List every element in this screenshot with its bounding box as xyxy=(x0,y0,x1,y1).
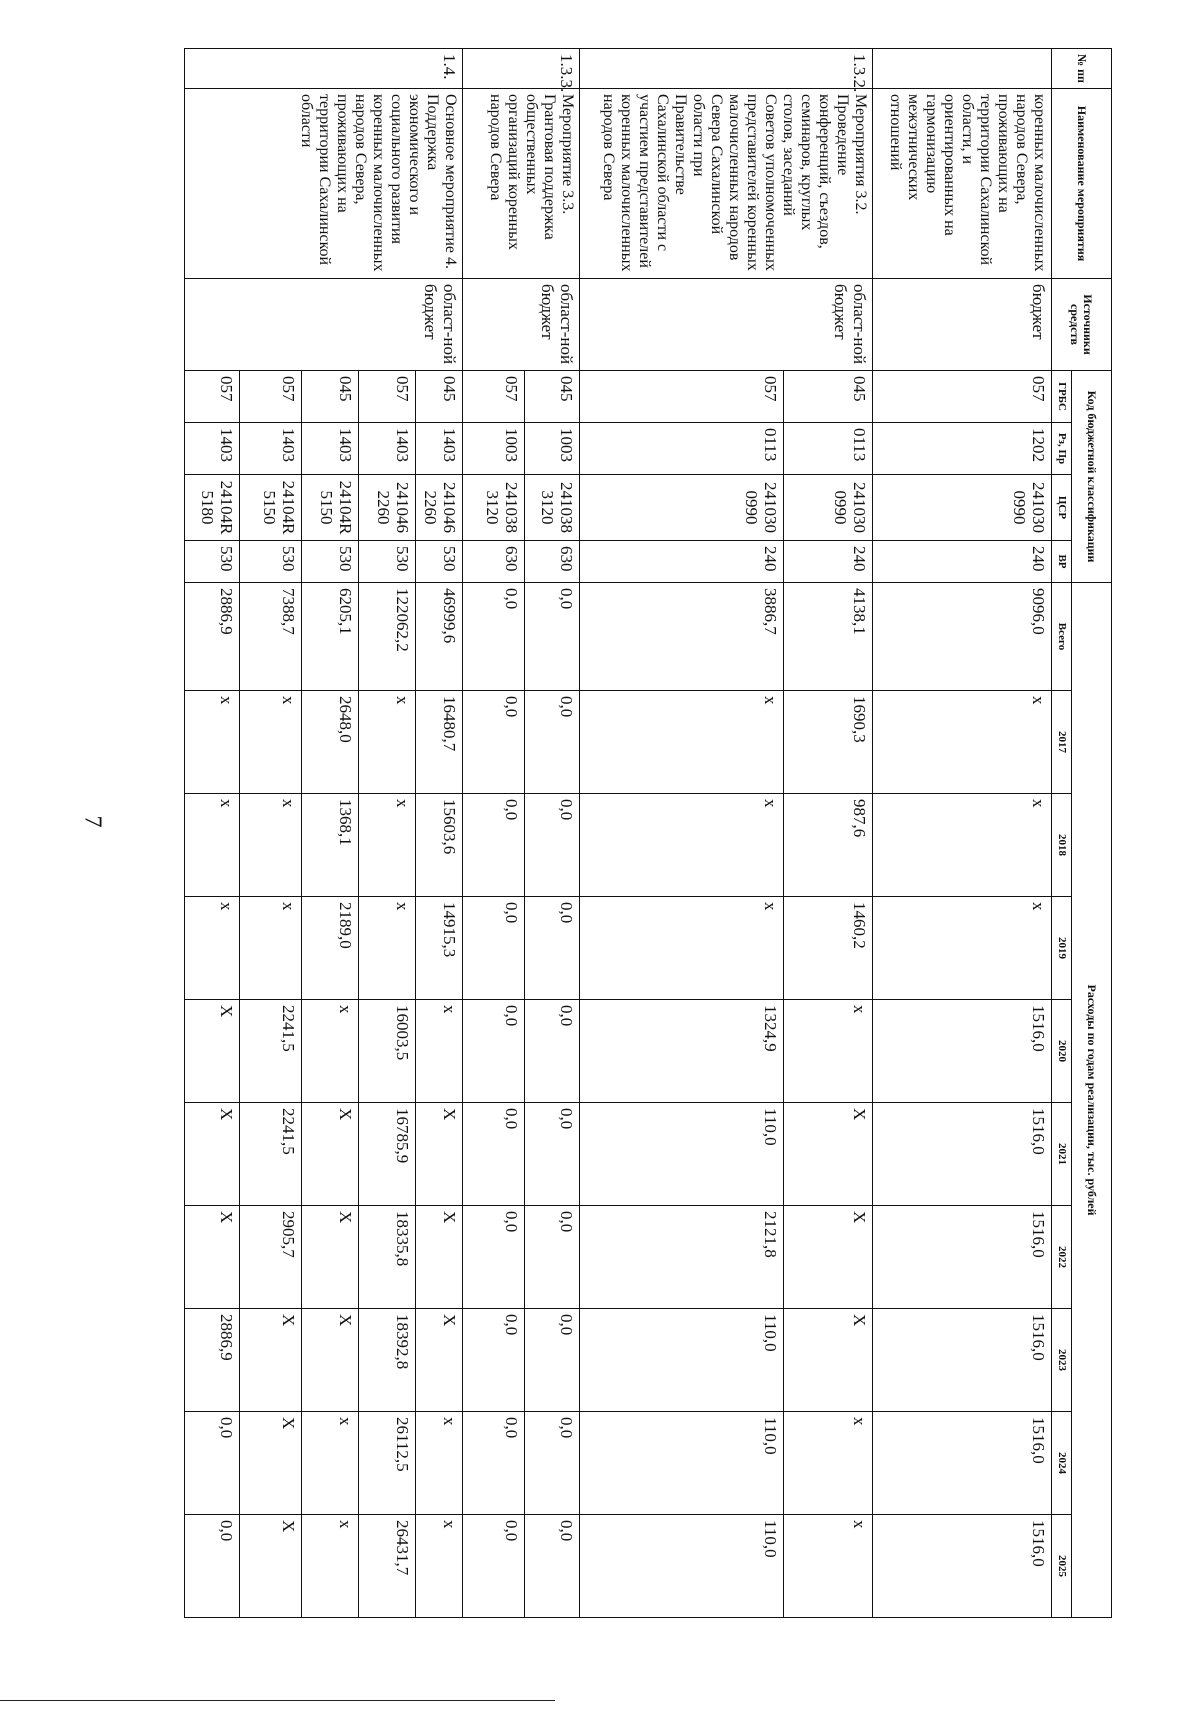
year-value-cell: Х xyxy=(185,1206,240,1309)
year-value-cell: х xyxy=(783,1412,872,1515)
table-row xyxy=(873,49,1052,1618)
header-year: 2024 xyxy=(1052,1412,1072,1515)
year-value-cell: 1368,1 xyxy=(301,794,358,897)
year-value-cell: 14915,3 xyxy=(415,897,463,1000)
header-year: 2025 xyxy=(1052,1515,1072,1618)
year-value-cell: 1324,9 xyxy=(579,1000,783,1103)
year-value-cell: 16003,5 xyxy=(358,1000,415,1103)
year-value-cell: 0,0 xyxy=(463,794,524,897)
grbs-cell: 057 xyxy=(240,371,301,423)
year-value-cell: 0,0 xyxy=(185,1515,240,1618)
year-value-cell: х xyxy=(358,794,415,897)
year-value-cell: 2886,9 xyxy=(185,1309,240,1412)
year-value-cell: 15603,6 xyxy=(415,794,463,897)
year-value-cell: х xyxy=(185,794,240,897)
header-code-group: Код бюджетной классификации xyxy=(1072,371,1112,583)
year-value-cell: Х xyxy=(240,1309,301,1412)
year-value-cell: 2648,0 xyxy=(301,691,358,794)
year-value-cell: х xyxy=(301,1412,358,1515)
header-name: Наименование мероприятия xyxy=(1052,89,1112,279)
grbs-cell: 045 xyxy=(301,371,358,423)
year-value-cell: 0,0 xyxy=(463,1515,524,1618)
year-value-cell: 16480,7 xyxy=(415,691,463,794)
year-value-cell: 110,0 xyxy=(579,1103,783,1206)
year-value-cell: Х xyxy=(185,1103,240,1206)
year-value-cell: х xyxy=(873,691,1052,794)
year-value-cell: Х xyxy=(415,1206,463,1309)
csr-cell: 241038 3120 xyxy=(463,475,524,541)
funding-source: област-ной бюджет xyxy=(463,279,579,371)
header-expenses-group: Расходы по годам реализации, тыс. рублей xyxy=(1072,583,1112,1618)
year-value-cell: х xyxy=(579,691,783,794)
header-year: 2021 xyxy=(1052,1103,1072,1206)
year-value-cell: 0,0 xyxy=(524,1515,579,1618)
grbs-cell: 057 xyxy=(463,371,524,423)
year-value-cell: Х xyxy=(301,1103,358,1206)
vr-cell: 240 xyxy=(783,541,872,583)
rzpr-cell: 1403 xyxy=(415,423,463,475)
header-year: 2017 xyxy=(1052,691,1072,794)
year-value-cell: Х xyxy=(783,1103,872,1206)
year-value-cell: 16785,9 xyxy=(358,1103,415,1206)
vr-cell: 530 xyxy=(240,541,301,583)
total-cell: 46999,6 xyxy=(415,583,463,691)
year-value-cell: 2189,0 xyxy=(301,897,358,1000)
year-value-cell: Х xyxy=(240,1412,301,1515)
header-num: № пп xyxy=(1052,49,1112,89)
grbs-cell: 057 xyxy=(185,371,240,423)
year-value-cell: 0,0 xyxy=(524,1412,579,1515)
rzpr-cell: 0113 xyxy=(783,423,872,475)
year-value-cell: 0,0 xyxy=(524,691,579,794)
year-value-cell: х xyxy=(358,897,415,1000)
year-value-cell: х xyxy=(240,897,301,1000)
funding-source: бюджет xyxy=(873,279,1052,371)
year-value-cell: 987,6 xyxy=(783,794,872,897)
year-value-cell: 0,0 xyxy=(463,897,524,1000)
grbs-cell: 057 xyxy=(579,371,783,423)
year-value-cell: 0,0 xyxy=(524,1206,579,1309)
year-value-cell: 18335,8 xyxy=(358,1206,415,1309)
csr-cell: 241046 2260 xyxy=(358,475,415,541)
year-value-cell: х xyxy=(783,1515,872,1618)
vr-cell: 530 xyxy=(301,541,358,583)
csr-cell: 241030 0990 xyxy=(579,475,783,541)
year-value-cell: 1690,3 xyxy=(783,691,872,794)
year-value-cell: х xyxy=(301,1000,358,1103)
year-value-cell: 110,0 xyxy=(579,1309,783,1412)
year-value-cell: 2241,5 xyxy=(240,1000,301,1103)
activity-name: Мероприятия 3.2. Проведение конференций, съездов, семинаров, круглых столов, заседаний Советов уполномоченных представителей коренных малочисленных народов Севера Сахалинской области при Правительстве Сахалинской области с участием представителей коренных малочисленных народов Севера xyxy=(579,89,872,279)
year-value-cell: Х xyxy=(415,1103,463,1206)
year-value-cell: 110,0 xyxy=(579,1515,783,1618)
total-cell: 0,0 xyxy=(524,583,579,691)
year-value-cell: Х xyxy=(301,1206,358,1309)
grbs-cell: 045 xyxy=(524,371,579,423)
year-value-cell: 0,0 xyxy=(463,1000,524,1103)
grbs-cell: 045 xyxy=(415,371,463,423)
year-value-cell: х xyxy=(783,1000,872,1103)
year-value-cell: 2121,8 xyxy=(579,1206,783,1309)
year-value-cell: Х xyxy=(301,1309,358,1412)
year-value-cell: 0,0 xyxy=(524,1309,579,1412)
year-value-cell: Х xyxy=(783,1309,872,1412)
grbs-cell: 057 xyxy=(873,371,1052,423)
year-value-cell: 18392,8 xyxy=(358,1309,415,1412)
rzpr-cell: 1403 xyxy=(185,423,240,475)
header-csr: ЦСР xyxy=(1052,475,1072,541)
year-value-cell: х xyxy=(415,1412,463,1515)
year-value-cell: х xyxy=(240,794,301,897)
year-value-cell: х xyxy=(358,691,415,794)
vr-cell: 240 xyxy=(579,541,783,583)
vr-cell: 240 xyxy=(873,541,1052,583)
header-vr: ВР xyxy=(1052,541,1072,583)
header-year: 2019 xyxy=(1052,897,1072,1000)
year-value-cell: 0,0 xyxy=(463,1309,524,1412)
year-value-cell: х xyxy=(240,691,301,794)
rzpr-cell: 1003 xyxy=(463,423,524,475)
page-number: 7 xyxy=(79,815,106,828)
csr-cell: 241046 2260 xyxy=(415,475,463,541)
grbs-cell: 045 xyxy=(783,371,872,423)
header-year: 2020 xyxy=(1052,1000,1072,1103)
table-row xyxy=(783,49,872,1618)
total-cell: 3886,7 xyxy=(579,583,783,691)
year-value-cell: 0,0 xyxy=(463,691,524,794)
row-number: 1.3.2. xyxy=(579,49,872,89)
total-cell: 9096,0 xyxy=(873,583,1052,691)
vr-cell: 530 xyxy=(185,541,240,583)
csr-cell: 24104R 5150 xyxy=(301,475,358,541)
year-value-cell: 26112,5 xyxy=(358,1412,415,1515)
rzpr-cell: 1403 xyxy=(240,423,301,475)
year-value-cell: 0,0 xyxy=(185,1412,240,1515)
year-value-cell: 1516,0 xyxy=(873,1000,1052,1103)
year-value-cell: 1516,0 xyxy=(873,1309,1052,1412)
year-value-cell: 0,0 xyxy=(524,1000,579,1103)
header-year: 2018 xyxy=(1052,794,1072,897)
year-value-cell: 0,0 xyxy=(524,897,579,1000)
year-value-cell: 0,0 xyxy=(463,1103,524,1206)
year-value-cell: 0,0 xyxy=(463,1206,524,1309)
expenses-table xyxy=(184,48,1112,1618)
csr-cell: 241030 0990 xyxy=(873,475,1052,541)
header-grbs: ГРБС xyxy=(1052,371,1072,423)
year-value-cell: 1516,0 xyxy=(873,1412,1052,1515)
activity-name: коренных малочисленных народов Севера, проживающих на территории Сахалинской области, и ориентированных на гармонизацию межэтнических отношений xyxy=(873,89,1052,279)
year-value-cell: х xyxy=(579,897,783,1000)
year-value-cell: 0,0 xyxy=(463,1412,524,1515)
header-total: Всего xyxy=(1052,583,1072,691)
year-value-cell: х xyxy=(415,1515,463,1618)
header-year: 2022 xyxy=(1052,1206,1072,1309)
funding-source: област-ной бюджет xyxy=(185,279,463,371)
vr-cell: 530 xyxy=(415,541,463,583)
year-value-cell: Х xyxy=(783,1206,872,1309)
year-value-cell: 0,0 xyxy=(524,1103,579,1206)
vr-cell: 630 xyxy=(463,541,524,583)
year-value-cell: х xyxy=(873,897,1052,1000)
total-cell: 7388,7 xyxy=(240,583,301,691)
year-value-cell: Х xyxy=(185,1000,240,1103)
activity-name: Мероприятие 3.3. Грантовая поддержка общественных организаций коренных народов Севера xyxy=(463,89,579,279)
row-number: 1.3.3. xyxy=(463,49,579,89)
year-value-cell: х xyxy=(415,1000,463,1103)
header-year: 2023 xyxy=(1052,1309,1072,1412)
year-value-cell: х xyxy=(185,691,240,794)
vr-cell: 530 xyxy=(358,541,415,583)
year-value-cell: 2905,7 xyxy=(240,1206,301,1309)
year-value-cell: 0,0 xyxy=(524,794,579,897)
table-row xyxy=(524,49,579,1618)
header-rzpr: Рз, Пр xyxy=(1052,423,1072,475)
grbs-cell: 057 xyxy=(358,371,415,423)
year-value-cell: Х xyxy=(240,1515,301,1618)
total-cell: 6205,1 xyxy=(301,583,358,691)
year-value-cell: 110,0 xyxy=(579,1412,783,1515)
table-row xyxy=(415,49,463,1618)
total-cell: 4138,1 xyxy=(783,583,872,691)
total-cell: 122062,2 xyxy=(358,583,415,691)
csr-cell: 241038 3120 xyxy=(524,475,579,541)
table-body xyxy=(185,49,1052,1618)
year-value-cell: 26431,7 xyxy=(358,1515,415,1618)
rzpr-cell: 1403 xyxy=(301,423,358,475)
year-value-cell: х xyxy=(185,897,240,1000)
year-value-cell: 2241,5 xyxy=(240,1103,301,1206)
rzpr-cell: 1003 xyxy=(524,423,579,475)
year-value-cell: 1516,0 xyxy=(873,1206,1052,1309)
rzpr-cell: 0113 xyxy=(579,423,783,475)
csr-cell: 24104R 5150 xyxy=(240,475,301,541)
vr-cell: 630 xyxy=(524,541,579,583)
year-value-cell: 1516,0 xyxy=(873,1103,1052,1206)
csr-cell: 24104R 5180 xyxy=(185,475,240,541)
year-value-cell: х xyxy=(873,794,1052,897)
total-cell: 2886,9 xyxy=(185,583,240,691)
funding-source: област-ной бюджет xyxy=(579,279,872,371)
rzpr-cell: 1403 xyxy=(358,423,415,475)
rotated-table-wrapper xyxy=(184,48,1112,1618)
year-value-cell: Х xyxy=(415,1309,463,1412)
row-number: 1.4. xyxy=(185,49,463,89)
year-value-cell: х xyxy=(301,1515,358,1618)
header-source: Источники средств xyxy=(1052,279,1112,371)
year-value-cell: 1460,2 xyxy=(783,897,872,1000)
year-value-cell: 1516,0 xyxy=(873,1515,1052,1618)
csr-cell: 241030 0990 xyxy=(783,475,872,541)
total-cell: 0,0 xyxy=(463,583,524,691)
rzpr-cell: 1202 xyxy=(873,423,1052,475)
activity-name: Основное мероприятие 4. Поддержка экономического и социального развития коренных малочисленных народов Севера, проживающих на территории Сахалинской области xyxy=(185,89,463,279)
year-value-cell: х xyxy=(579,794,783,897)
bottom-rule xyxy=(0,1700,555,1701)
row-number xyxy=(873,49,1052,89)
